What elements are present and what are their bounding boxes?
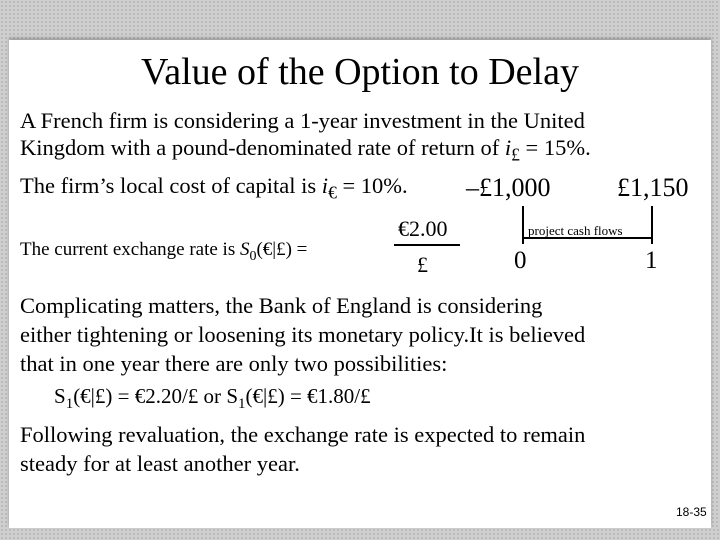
spot-subscript: 0 — [249, 248, 257, 264]
period-0-label: 0 — [514, 247, 527, 274]
fraction-numerator: €2.00 — [398, 216, 448, 241]
cash-flow-1: £1,150 — [617, 173, 689, 202]
rate-symbol-gbp: i — [504, 135, 512, 160]
complication-line-1: Complicating matters, the Bank of England is considering — [20, 293, 543, 318]
complication-line-2: either tightening or loosening its monetary policy.It is believed — [20, 322, 586, 347]
spot-symbol: S — [239, 239, 250, 260]
exchange-rate-text: The current exchange rate is — [20, 239, 240, 260]
following-line-1: Following revaluation, the exchange rate is expected to remain — [20, 422, 586, 447]
project-cash-flows-label: project cash flows — [528, 223, 623, 238]
intro-line-1: A French firm is considering a 1-year investment in the United — [20, 108, 585, 133]
intro-line-2 — [20, 134, 591, 169]
rate-value-eur: = 10%. — [336, 173, 408, 198]
scenario-b-rate: (€|£) = €1.80/£ — [245, 384, 371, 408]
period-1-label: 1 — [645, 247, 658, 274]
rate-symbol-eur: i — [321, 173, 329, 198]
intro-line-2-text: Kingdom with a pound-denominated rate of return of — [20, 135, 505, 160]
intro-line-3 — [20, 172, 408, 207]
currency-pair: (€|£) = — [256, 239, 308, 260]
scenarios-line — [54, 383, 371, 418]
intro-line-3-text: The firm’s local cost of capital is — [20, 173, 322, 198]
scenario-a-rate: (€|£) = €2.20/£ or — [73, 384, 227, 408]
rate-subscript-eur: € — [328, 182, 337, 203]
rate-value-gbp: = 15%. — [519, 135, 591, 160]
scenario-a-subscript: 1 — [65, 396, 74, 413]
bottom-frame — [0, 528, 720, 540]
cash-flow-0: –£1,000 — [466, 173, 551, 202]
complication-line-3: that in one year there are only two possibilities: — [20, 351, 448, 376]
slide-number: 18-35 — [676, 505, 707, 519]
scenario-b-symbol: S — [226, 384, 238, 408]
fraction-denominator: £ — [417, 252, 428, 277]
rate-subscript-gbp: £ — [511, 144, 520, 165]
exchange-rate-label — [20, 236, 307, 270]
slide-title: Value of the Option to Delay — [141, 51, 579, 93]
fraction-bar — [394, 244, 460, 246]
following-line-2: steady for at least another year. — [20, 451, 300, 476]
scenario-a-symbol: S — [54, 384, 66, 408]
top-texture-band — [0, 0, 720, 40]
scenario-b-subscript: 1 — [238, 396, 246, 413]
